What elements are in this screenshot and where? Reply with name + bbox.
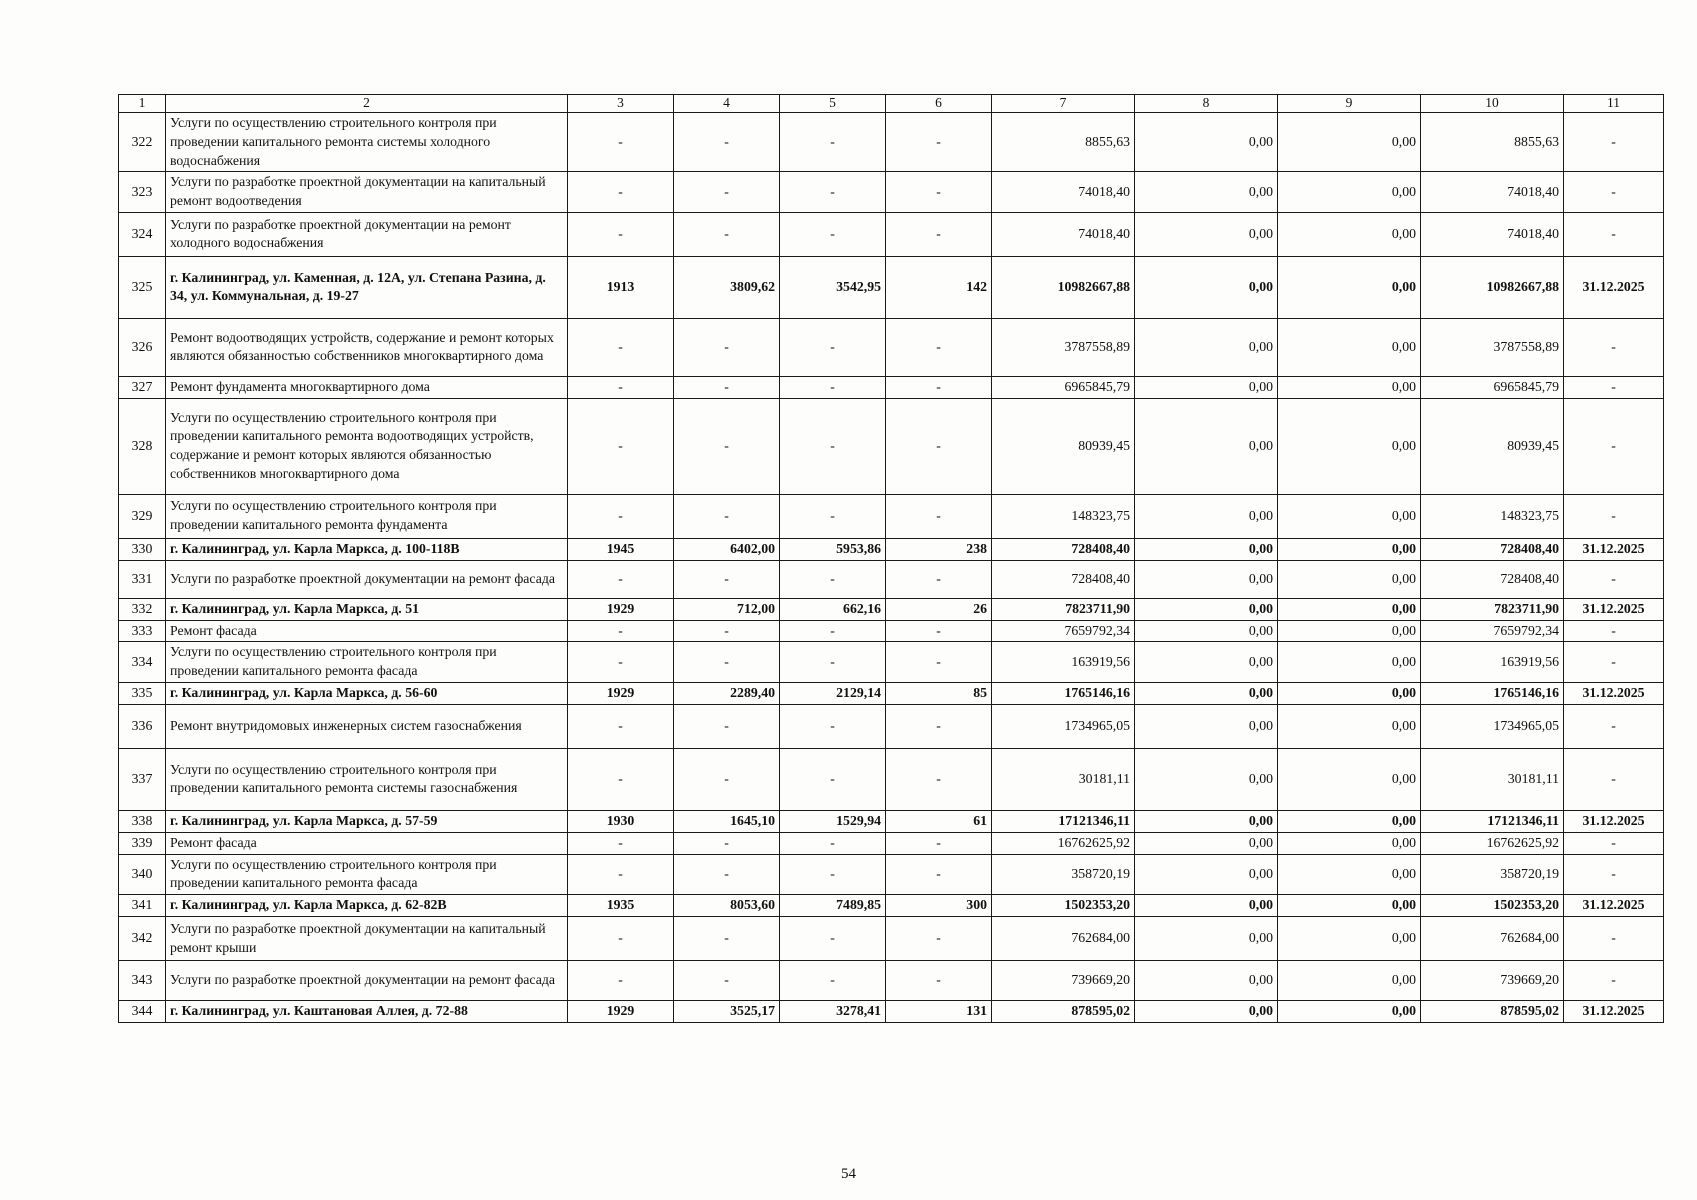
residents-cell: - <box>886 642 992 683</box>
cost-budget-cell: 0,00 <box>1278 895 1421 917</box>
cost-owners-cell: 74018,40 <box>1421 212 1564 256</box>
work-name-cell: г. Калининград, ул. Карла Маркса, д. 56-60 <box>166 682 568 704</box>
table-row <box>119 212 1664 256</box>
deadline-cell: - <box>1564 917 1664 961</box>
year-cell: - <box>568 376 674 398</box>
cost-fund-cell: 0,00 <box>1135 682 1278 704</box>
work-name-cell: Услуги по осуществлению строительного контроля при проведении капитального ремонта фундамента <box>166 494 568 538</box>
living-area-cell: 662,16 <box>780 598 886 620</box>
work-name-cell: Ремонт фундамента многоквартирного дома <box>166 376 568 398</box>
table-row <box>119 376 1664 398</box>
row-number-cell: 326 <box>119 318 166 376</box>
table-row <box>119 620 1664 642</box>
cost-total-cell: 3787558,89 <box>992 318 1135 376</box>
cost-fund-cell: 0,00 <box>1135 748 1278 810</box>
cost-fund-cell: 0,00 <box>1135 854 1278 895</box>
total-area-cell: - <box>674 212 780 256</box>
work-name-cell: Ремонт внутридомовых инженерных систем газоснабжения <box>166 704 568 748</box>
residents-cell: - <box>886 494 992 538</box>
deadline-cell: - <box>1564 642 1664 683</box>
table-row <box>119 854 1664 895</box>
cost-owners-cell: 762684,00 <box>1421 917 1564 961</box>
cost-budget-cell: 0,00 <box>1278 113 1421 172</box>
deadline-cell: 31.12.2025 <box>1564 682 1664 704</box>
cost-owners-cell: 16762625,92 <box>1421 832 1564 854</box>
cost-fund-cell: 0,00 <box>1135 560 1278 598</box>
cost-fund-cell: 0,00 <box>1135 620 1278 642</box>
row-number-cell: 324 <box>119 212 166 256</box>
row-number-cell: 342 <box>119 917 166 961</box>
year-cell: - <box>568 961 674 1001</box>
total-area-cell: - <box>674 917 780 961</box>
work-name-cell: Услуги по разработке проектной документации на капитальный ремонт крыши <box>166 917 568 961</box>
table-row <box>119 642 1664 683</box>
living-area-cell: - <box>780 376 886 398</box>
row-number-cell: 323 <box>119 172 166 213</box>
living-area-cell: 1529,94 <box>780 810 886 832</box>
column-number-header-row <box>119 95 1664 113</box>
cost-total-cell: 1734965,05 <box>992 704 1135 748</box>
cost-owners-cell: 17121346,11 <box>1421 810 1564 832</box>
deadline-cell: 31.12.2025 <box>1564 895 1664 917</box>
cost-total-cell: 80939,45 <box>992 398 1135 494</box>
year-cell: - <box>568 642 674 683</box>
total-area-cell: - <box>674 620 780 642</box>
year-cell: - <box>568 832 674 854</box>
table-row <box>119 1001 1664 1023</box>
total-area-cell: - <box>674 854 780 895</box>
living-area-cell: - <box>780 642 886 683</box>
deadline-cell: - <box>1564 212 1664 256</box>
header-cell: 10 <box>1421 95 1564 113</box>
table-row <box>119 398 1664 494</box>
table-row <box>119 113 1664 172</box>
cost-total-cell: 728408,40 <box>992 538 1135 560</box>
deadline-cell: - <box>1564 854 1664 895</box>
deadline-cell: 31.12.2025 <box>1564 810 1664 832</box>
living-area-cell: - <box>780 398 886 494</box>
row-number-cell: 330 <box>119 538 166 560</box>
cost-total-cell: 16762625,92 <box>992 832 1135 854</box>
cost-fund-cell: 0,00 <box>1135 318 1278 376</box>
cost-fund-cell: 0,00 <box>1135 398 1278 494</box>
cost-fund-cell: 0,00 <box>1135 172 1278 213</box>
deadline-cell: 31.12.2025 <box>1564 598 1664 620</box>
total-area-cell: - <box>674 376 780 398</box>
year-cell: - <box>568 113 674 172</box>
residents-cell: - <box>886 398 992 494</box>
work-name-cell: Ремонт фасада <box>166 832 568 854</box>
cost-total-cell: 7659792,34 <box>992 620 1135 642</box>
cost-fund-cell: 0,00 <box>1135 494 1278 538</box>
row-number-cell: 329 <box>119 494 166 538</box>
page-number: 54 <box>841 1166 856 1182</box>
table-row <box>119 494 1664 538</box>
living-area-cell: - <box>780 560 886 598</box>
header-cell: 11 <box>1564 95 1664 113</box>
row-number-cell: 325 <box>119 256 166 318</box>
deadline-cell: - <box>1564 398 1664 494</box>
work-name-cell: Услуги по разработке проектной документации на ремонт фасада <box>166 961 568 1001</box>
header-cell: 7 <box>992 95 1135 113</box>
header-cell: 3 <box>568 95 674 113</box>
cost-owners-cell: 878595,02 <box>1421 1001 1564 1023</box>
cost-budget-cell: 0,00 <box>1278 917 1421 961</box>
total-area-cell: - <box>674 642 780 683</box>
cost-budget-cell: 0,00 <box>1278 854 1421 895</box>
cost-total-cell: 17121346,11 <box>992 810 1135 832</box>
deadline-cell: - <box>1564 832 1664 854</box>
cost-fund-cell: 0,00 <box>1135 810 1278 832</box>
cost-total-cell: 739669,20 <box>992 961 1135 1001</box>
work-name-cell: Услуги по осуществлению строительного контроля при проведении капитального ремонта фасада <box>166 854 568 895</box>
year-cell: 1930 <box>568 810 674 832</box>
residents-cell: 300 <box>886 895 992 917</box>
cost-budget-cell: 0,00 <box>1278 598 1421 620</box>
repair-program-table <box>118 94 1664 1023</box>
cost-owners-cell: 6965845,79 <box>1421 376 1564 398</box>
year-cell: - <box>568 318 674 376</box>
living-area-cell: 3278,41 <box>780 1001 886 1023</box>
year-cell: 1929 <box>568 1001 674 1023</box>
living-area-cell: 3542,95 <box>780 256 886 318</box>
cost-budget-cell: 0,00 <box>1278 172 1421 213</box>
deadline-cell: 31.12.2025 <box>1564 256 1664 318</box>
table-row <box>119 704 1664 748</box>
row-number-cell: 339 <box>119 832 166 854</box>
year-cell: - <box>568 172 674 213</box>
residents-cell: 85 <box>886 682 992 704</box>
residents-cell: 238 <box>886 538 992 560</box>
deadline-cell: - <box>1564 113 1664 172</box>
residents-cell: - <box>886 961 992 1001</box>
work-name-cell: Услуги по осуществлению строительного контроля при проведении капитального ремонта системы холодного водоснабжения <box>166 113 568 172</box>
living-area-cell: - <box>780 961 886 1001</box>
cost-owners-cell: 30181,11 <box>1421 748 1564 810</box>
residents-cell: - <box>886 704 992 748</box>
year-cell: 1945 <box>568 538 674 560</box>
cost-budget-cell: 0,00 <box>1278 538 1421 560</box>
row-number-cell: 343 <box>119 961 166 1001</box>
work-name-cell: Услуги по осуществлению строительного контроля при проведении капитального ремонта водоотводящих устройств, содержание и ремонт которых являются обязанностью собственников многоквартирного дома <box>166 398 568 494</box>
work-name-cell: Услуги по осуществлению строительного контроля при проведении капитального ремонта фасада <box>166 642 568 683</box>
row-number-cell: 341 <box>119 895 166 917</box>
living-area-cell: - <box>780 620 886 642</box>
header-cell: 8 <box>1135 95 1278 113</box>
cost-budget-cell: 0,00 <box>1278 748 1421 810</box>
cost-fund-cell: 0,00 <box>1135 917 1278 961</box>
cost-total-cell: 74018,40 <box>992 212 1135 256</box>
year-cell: - <box>568 854 674 895</box>
table-row <box>119 256 1664 318</box>
cost-fund-cell: 0,00 <box>1135 376 1278 398</box>
work-name-cell: Услуги по разработке проектной документации на ремонт холодного водоснабжения <box>166 212 568 256</box>
cost-budget-cell: 0,00 <box>1278 398 1421 494</box>
cost-owners-cell: 358720,19 <box>1421 854 1564 895</box>
work-name-cell: Ремонт водоотводящих устройств, содержание и ремонт которых являются обязанностью собственников многоквартирного дома <box>166 318 568 376</box>
year-cell: 1935 <box>568 895 674 917</box>
year-cell: - <box>568 494 674 538</box>
row-number-cell: 333 <box>119 620 166 642</box>
cost-total-cell: 163919,56 <box>992 642 1135 683</box>
residents-cell: 131 <box>886 1001 992 1023</box>
header-cell: 4 <box>674 95 780 113</box>
total-area-cell: - <box>674 748 780 810</box>
table-row <box>119 682 1664 704</box>
row-number-cell: 338 <box>119 810 166 832</box>
work-name-cell: Ремонт фасада <box>166 620 568 642</box>
cost-fund-cell: 0,00 <box>1135 961 1278 1001</box>
row-number-cell: 337 <box>119 748 166 810</box>
cost-budget-cell: 0,00 <box>1278 810 1421 832</box>
work-name-cell: г. Калининград, ул. Карла Маркса, д. 62-82В <box>166 895 568 917</box>
work-name-cell: Услуги по осуществлению строительного контроля при проведении капитального ремонта системы газоснабжения <box>166 748 568 810</box>
total-area-cell: - <box>674 398 780 494</box>
table-row <box>119 538 1664 560</box>
cost-owners-cell: 728408,40 <box>1421 560 1564 598</box>
table-row <box>119 172 1664 213</box>
cost-fund-cell: 0,00 <box>1135 538 1278 560</box>
cost-fund-cell: 0,00 <box>1135 895 1278 917</box>
living-area-cell: - <box>780 212 886 256</box>
cost-owners-cell: 7823711,90 <box>1421 598 1564 620</box>
cost-owners-cell: 1502353,20 <box>1421 895 1564 917</box>
row-number-cell: 327 <box>119 376 166 398</box>
cost-fund-cell: 0,00 <box>1135 212 1278 256</box>
total-area-cell: - <box>674 560 780 598</box>
living-area-cell: - <box>780 318 886 376</box>
row-number-cell: 328 <box>119 398 166 494</box>
total-area-cell: 3525,17 <box>674 1001 780 1023</box>
year-cell: 1929 <box>568 682 674 704</box>
cost-owners-cell: 80939,45 <box>1421 398 1564 494</box>
header-cell: 6 <box>886 95 992 113</box>
cost-owners-cell: 148323,75 <box>1421 494 1564 538</box>
cost-total-cell: 728408,40 <box>992 560 1135 598</box>
residents-cell: - <box>886 620 992 642</box>
residents-cell: - <box>886 376 992 398</box>
living-area-cell: - <box>780 748 886 810</box>
deadline-cell: - <box>1564 172 1664 213</box>
cost-fund-cell: 0,00 <box>1135 113 1278 172</box>
cost-budget-cell: 0,00 <box>1278 1001 1421 1023</box>
work-name-cell: г. Калининград, ул. Карла Маркса, д. 51 <box>166 598 568 620</box>
row-number-cell: 322 <box>119 113 166 172</box>
total-area-cell: - <box>674 832 780 854</box>
table-row <box>119 917 1664 961</box>
cost-owners-cell: 1765146,16 <box>1421 682 1564 704</box>
cost-fund-cell: 0,00 <box>1135 1001 1278 1023</box>
deadline-cell: - <box>1564 748 1664 810</box>
year-cell: 1929 <box>568 598 674 620</box>
cost-budget-cell: 0,00 <box>1278 832 1421 854</box>
header-cell: 9 <box>1278 95 1421 113</box>
cost-owners-cell: 728408,40 <box>1421 538 1564 560</box>
table-row <box>119 895 1664 917</box>
table-row <box>119 598 1664 620</box>
cost-fund-cell: 0,00 <box>1135 642 1278 683</box>
deadline-cell: - <box>1564 704 1664 748</box>
cost-total-cell: 10982667,88 <box>992 256 1135 318</box>
total-area-cell: 3809,62 <box>674 256 780 318</box>
total-area-cell: - <box>674 113 780 172</box>
deadline-cell: 31.12.2025 <box>1564 1001 1664 1023</box>
total-area-cell: - <box>674 704 780 748</box>
year-cell: - <box>568 212 674 256</box>
cost-total-cell: 1502353,20 <box>992 895 1135 917</box>
year-cell: - <box>568 704 674 748</box>
cost-fund-cell: 0,00 <box>1135 256 1278 318</box>
residents-cell: - <box>886 917 992 961</box>
total-area-cell: 712,00 <box>674 598 780 620</box>
living-area-cell: - <box>780 854 886 895</box>
row-number-cell: 336 <box>119 704 166 748</box>
table-row <box>119 318 1664 376</box>
cost-total-cell: 148323,75 <box>992 494 1135 538</box>
table-row <box>119 961 1664 1001</box>
header-cell: 1 <box>119 95 166 113</box>
total-area-cell: 8053,60 <box>674 895 780 917</box>
residents-cell: - <box>886 854 992 895</box>
cost-total-cell: 1765146,16 <box>992 682 1135 704</box>
residents-cell: 26 <box>886 598 992 620</box>
cost-owners-cell: 74018,40 <box>1421 172 1564 213</box>
cost-budget-cell: 0,00 <box>1278 256 1421 318</box>
cost-total-cell: 74018,40 <box>992 172 1135 213</box>
cost-budget-cell: 0,00 <box>1278 620 1421 642</box>
cost-fund-cell: 0,00 <box>1135 598 1278 620</box>
row-number-cell: 332 <box>119 598 166 620</box>
cost-total-cell: 8855,63 <box>992 113 1135 172</box>
header-cell: 5 <box>780 95 886 113</box>
living-area-cell: - <box>780 113 886 172</box>
residents-cell: - <box>886 748 992 810</box>
work-name-cell: Услуги по разработке проектной документации на капитальный ремонт водоотведения <box>166 172 568 213</box>
total-area-cell: - <box>674 172 780 213</box>
residents-cell: - <box>886 212 992 256</box>
residents-cell: - <box>886 318 992 376</box>
cost-owners-cell: 1734965,05 <box>1421 704 1564 748</box>
cost-owners-cell: 7659792,34 <box>1421 620 1564 642</box>
table-row <box>119 832 1664 854</box>
cost-budget-cell: 0,00 <box>1278 376 1421 398</box>
cost-owners-cell: 739669,20 <box>1421 961 1564 1001</box>
work-name-cell: г. Калининград, ул. Карла Маркса, д. 100-118В <box>166 538 568 560</box>
year-cell: - <box>568 560 674 598</box>
year-cell: 1913 <box>568 256 674 318</box>
deadline-cell: - <box>1564 560 1664 598</box>
residents-cell: 142 <box>886 256 992 318</box>
cost-budget-cell: 0,00 <box>1278 682 1421 704</box>
living-area-cell: 2129,14 <box>780 682 886 704</box>
living-area-cell: - <box>780 832 886 854</box>
cost-total-cell: 30181,11 <box>992 748 1135 810</box>
cost-owners-cell: 3787558,89 <box>1421 318 1564 376</box>
row-number-cell: 344 <box>119 1001 166 1023</box>
row-number-cell: 334 <box>119 642 166 683</box>
cost-budget-cell: 0,00 <box>1278 642 1421 683</box>
residents-cell: - <box>886 560 992 598</box>
cost-total-cell: 762684,00 <box>992 917 1135 961</box>
residents-cell: - <box>886 113 992 172</box>
cost-owners-cell: 10982667,88 <box>1421 256 1564 318</box>
total-area-cell: 2289,40 <box>674 682 780 704</box>
total-area-cell: - <box>674 494 780 538</box>
living-area-cell: - <box>780 917 886 961</box>
table-row <box>119 560 1664 598</box>
header-cell: 2 <box>166 95 568 113</box>
deadline-cell: - <box>1564 961 1664 1001</box>
cost-fund-cell: 0,00 <box>1135 704 1278 748</box>
total-area-cell: - <box>674 318 780 376</box>
cost-budget-cell: 0,00 <box>1278 704 1421 748</box>
living-area-cell: 5953,86 <box>780 538 886 560</box>
deadline-cell: - <box>1564 318 1664 376</box>
residents-cell: - <box>886 832 992 854</box>
year-cell: - <box>568 748 674 810</box>
total-area-cell: - <box>674 961 780 1001</box>
deadline-cell: - <box>1564 494 1664 538</box>
deadline-cell: - <box>1564 376 1664 398</box>
total-area-cell: 1645,10 <box>674 810 780 832</box>
year-cell: - <box>568 917 674 961</box>
row-number-cell: 331 <box>119 560 166 598</box>
living-area-cell: - <box>780 494 886 538</box>
table-row <box>119 810 1664 832</box>
deadline-cell: 31.12.2025 <box>1564 538 1664 560</box>
cost-owners-cell: 163919,56 <box>1421 642 1564 683</box>
cost-owners-cell: 8855,63 <box>1421 113 1564 172</box>
table-row <box>119 748 1664 810</box>
living-area-cell: - <box>780 704 886 748</box>
cost-total-cell: 358720,19 <box>992 854 1135 895</box>
deadline-cell: - <box>1564 620 1664 642</box>
residents-cell: 61 <box>886 810 992 832</box>
cost-budget-cell: 0,00 <box>1278 961 1421 1001</box>
work-name-cell: Услуги по разработке проектной документации на ремонт фасада <box>166 560 568 598</box>
year-cell: - <box>568 398 674 494</box>
cost-total-cell: 6965845,79 <box>992 376 1135 398</box>
cost-budget-cell: 0,00 <box>1278 560 1421 598</box>
cost-total-cell: 878595,02 <box>992 1001 1135 1023</box>
cost-budget-cell: 0,00 <box>1278 212 1421 256</box>
living-area-cell: 7489,85 <box>780 895 886 917</box>
row-number-cell: 335 <box>119 682 166 704</box>
cost-fund-cell: 0,00 <box>1135 832 1278 854</box>
living-area-cell: - <box>780 172 886 213</box>
cost-budget-cell: 0,00 <box>1278 494 1421 538</box>
work-name-cell: г. Калининград, ул. Каменная, д. 12А, ул. Степана Разина, д. 34, ул. Коммунальная, д. 19-27 <box>166 256 568 318</box>
cost-total-cell: 7823711,90 <box>992 598 1135 620</box>
year-cell: - <box>568 620 674 642</box>
work-name-cell: г. Калининград, ул. Каштановая Аллея, д. 72-88 <box>166 1001 568 1023</box>
total-area-cell: 6402,00 <box>674 538 780 560</box>
work-name-cell: г. Калининград, ул. Карла Маркса, д. 57-59 <box>166 810 568 832</box>
residents-cell: - <box>886 172 992 213</box>
row-number-cell: 340 <box>119 854 166 895</box>
cost-budget-cell: 0,00 <box>1278 318 1421 376</box>
